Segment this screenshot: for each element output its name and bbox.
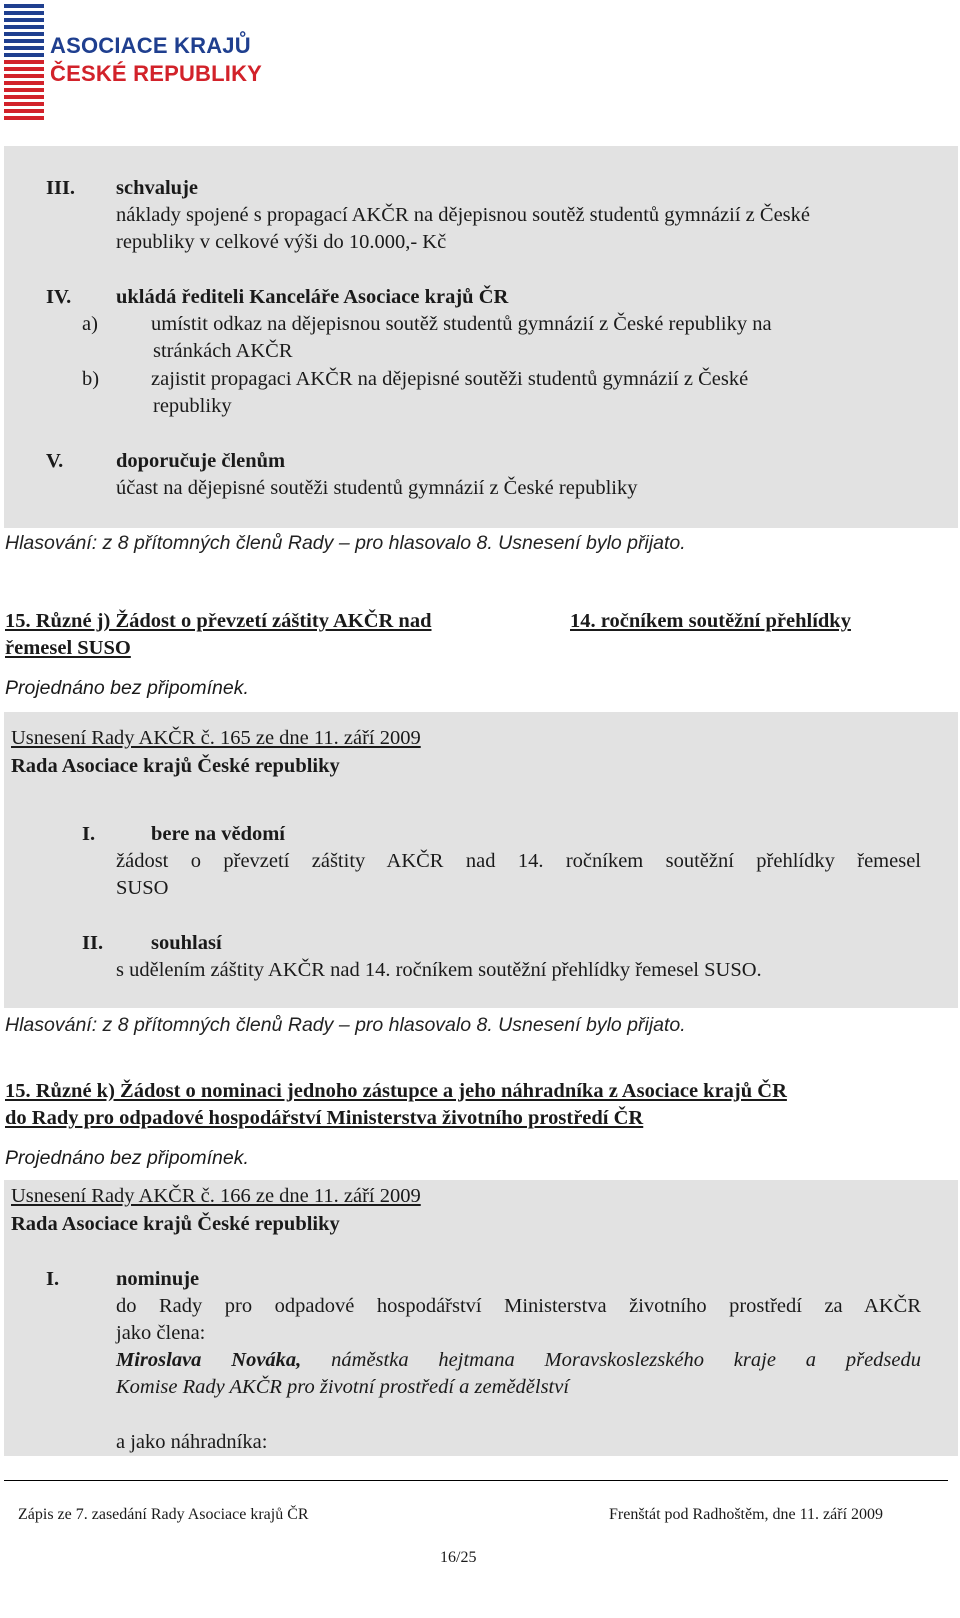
discussion-note: Projednáno bez připomínek. bbox=[5, 677, 249, 699]
item-heading: nominuje bbox=[116, 1268, 200, 1290]
nominee-name: Miroslava Nováka, bbox=[116, 1349, 302, 1371]
item-text: žádost o převzetí záštity AKČR nad 14. ročníkem soutěžní přehlídky řemesel bbox=[116, 850, 921, 872]
vote-result: Hlasování: z 8 přítomných členů Rady – pro hlasovalo 8. Usnesení bylo přijato. bbox=[5, 1014, 686, 1036]
item-text: SUSO bbox=[116, 877, 169, 899]
section-title: 14. ročníkem soutěžní přehlídky bbox=[570, 610, 851, 632]
substitute-label: a jako náhradníka: bbox=[116, 1431, 268, 1453]
item-number: IV. bbox=[46, 286, 72, 308]
nominee-committee: Komise Rady AKČR pro životní prostředí a zemědělství bbox=[116, 1376, 570, 1398]
item-heading: ukládá řediteli Kanceláře Asociace krajů ČR bbox=[116, 286, 509, 308]
nominee-line bbox=[116, 1347, 921, 1373]
item-number: I. bbox=[46, 1268, 60, 1290]
section-title: řemesel SUSO bbox=[5, 637, 131, 659]
item-heading: doporučuje členům bbox=[116, 450, 286, 472]
sub-item-text: republiky bbox=[153, 395, 232, 417]
resolution-number: Usnesení Rady AKČR č. 166 ze dne 11. září 2009 bbox=[11, 1185, 421, 1207]
item-number: II. bbox=[82, 932, 104, 954]
item-text: náklady spojené s propagací AKČR na dějepisnou soutěž studentů gymnázií z České bbox=[116, 204, 810, 226]
footer-right: Frenštát pod Radhoštěm, dne 11. září 2009 bbox=[609, 1506, 884, 1523]
resolution-number: Usnesení Rady AKČR č. 165 ze dne 11. září 2009 bbox=[11, 727, 421, 749]
page-number: 16/25 bbox=[440, 1549, 477, 1566]
sub-item-text: umístit odkaz na dějepisnou soutěž studentů gymnázií z České republiky na bbox=[151, 313, 772, 335]
item-text: jako člena: bbox=[116, 1322, 206, 1344]
logo-line-1: ASOCIACE KRAJŮ bbox=[50, 33, 251, 58]
item-text: do Rady pro odpadové hospodářství Ministerstva životního prostředí za AKČR bbox=[116, 1295, 921, 1317]
nominee-description: náměstka hejtmana Moravskoslezského kraje a předsedu bbox=[331, 1349, 921, 1371]
item-number: I. bbox=[82, 823, 96, 845]
item-heading: schvaluje bbox=[116, 177, 198, 199]
sub-item-label: a) bbox=[82, 313, 98, 335]
logo-line-2: ČESKÉ REPUBLIKY bbox=[50, 61, 263, 86]
section-title: 15. Různé j) Žádost o převzetí záštity AKČR nad bbox=[5, 610, 432, 632]
item-text: republiky v celkové výši do 10.000,- Kč bbox=[116, 231, 447, 253]
sub-item-text: zajistit propagaci AKČR na dějepisné soutěži studentů gymnázií z České bbox=[151, 368, 749, 390]
footer-left: Zápis ze 7. zasedání Rady Asociace krajů ČR bbox=[18, 1506, 309, 1523]
footer-divider bbox=[4, 1480, 948, 1481]
section-title: 15. Různé k) Žádost o nominaci jednoho zástupce a jeho náhradníka z Asociace krajů ČR bbox=[5, 1080, 787, 1102]
item-text: s udělením záštity AKČR nad 14. ročníkem soutěžní přehlídky řemesel SUSO. bbox=[116, 959, 762, 981]
discussion-note: Projednáno bez připomínek. bbox=[5, 1147, 249, 1169]
council-title: Rada Asociace krajů České republiky bbox=[11, 755, 340, 777]
section-title: do Rady pro odpadové hospodářství Ministerstva životního prostředí ČR bbox=[5, 1107, 644, 1129]
item-number: V. bbox=[46, 450, 64, 472]
item-text: účast na dějepisné soutěži studentů gymnázií z České republiky bbox=[116, 477, 638, 499]
council-title: Rada Asociace krajů České republiky bbox=[11, 1213, 340, 1235]
item-number: III. bbox=[46, 177, 76, 199]
sub-item-label: b) bbox=[82, 368, 100, 390]
item-heading: souhlasí bbox=[151, 932, 222, 954]
logo-stripes-icon bbox=[4, 4, 44, 122]
vote-result: Hlasování: z 8 přítomných členů Rady – pro hlasovalo 8. Usnesení bylo přijato. bbox=[5, 532, 686, 554]
item-heading: bere na vědomí bbox=[151, 823, 286, 845]
sub-item-text: stránkách AKČR bbox=[153, 340, 293, 362]
